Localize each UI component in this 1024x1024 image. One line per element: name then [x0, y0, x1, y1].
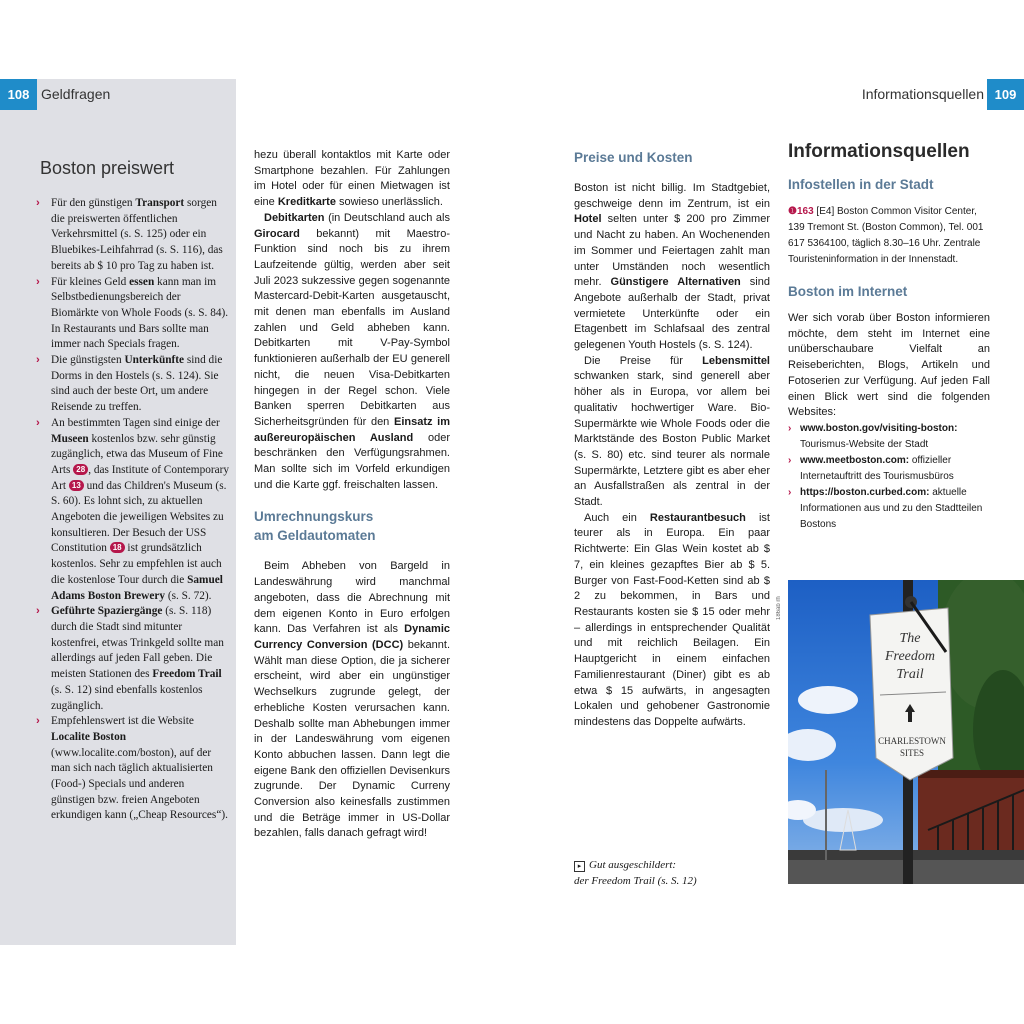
sidebar-title: Boston preiswert [40, 158, 175, 178]
sign-text: CHARLESTOWN [878, 736, 946, 746]
section-heading: Preise und Kosten [574, 150, 693, 165]
paragraph: hezu überall kontaktlos mit Karte oder Smartphone bezahlen. Für Zahlungen im Hotel oder für einen Mietwagen ist eine Kreditkarte sowieso unerlässlich. [254, 149, 450, 209]
list-item: › www.boston.gov/visiting-boston: Tourismus-Website der Stadt [788, 422, 958, 450]
page-title: Informationsquellen [788, 141, 970, 162]
paragraph: Wer sich vorab über Boston informieren möchte, dem steht im Internet eine unüberschaubare Vielfalt an Reiseberichten, Blogs, Artikeln und Fotoserien zur Verfügung. Auf jeden Fall einen Blick wert sind die folgenden Websites: [788, 312, 990, 419]
column-2 [254, 148, 450, 842]
freedom-trail-photo [788, 580, 1024, 884]
photo-credit: 186ab rh [776, 596, 782, 620]
section-heading: Boston im Internet [788, 284, 908, 299]
bullet-arrow-icon: › [36, 197, 40, 209]
bullet-arrow-icon: › [36, 416, 40, 429]
photo-illustration [788, 580, 1024, 884]
map-marker-badge: 13 [69, 480, 84, 491]
info-icon: ❶ [788, 206, 797, 217]
list-item: › Für den günstigen Transport sorgen die preiswerten öffentlichen Verkehrsmittel (s. S. 125) oder ein Bluebikes-Leihfahrrad (s. S. 116), das bereits ab $ 10 pro Tag zu haben ist. [36, 197, 223, 272]
caption-arrow-icon: ▸ [574, 861, 585, 872]
map-marker-badge: 18 [110, 542, 125, 553]
bullet-arrow-icon: › [788, 486, 792, 498]
bullet-arrow-icon: › [36, 354, 40, 367]
map-marker-badge: 28 [73, 464, 88, 475]
list-item: › Empfehlenswert ist die Website Localite Boston (www.localite.com/boston), auf der man sich nach täglich aktualisierten (Food-) Specials und anderen günstigen bzw. freien Angeboten erkundigen kann („Cheap Resources“). [36, 715, 228, 822]
sign-text: Trail [896, 667, 924, 682]
sign-text: The [899, 631, 921, 646]
paragraph: Beim Abheben von Bargeld in Landeswährung wird manchmal angeboten, dass die Abrechnung mit dem eigenen Konto in Euro erfolgen kann. Das Verfahren ist als Dynamic Currency Conversion (DCC) bekannt. Wählt man diese Option, die ja sicherer erscheint, wird aber ein ungünstiger Wechselkurs zugrunde gelegt, der erhebliche Kosten verursachen kann. Deshalb sollte man Abhebungen immer in der Landeswährung vom eigenen Konto abbuchen lassen. Dann legt die eigene Bank den offiziellen Devisenkurs zugrunde. Der Dynamic Curreny Conversion also keinesfalls zustimmen und die Beträge immer in US-Dollar bezahlen, falls danach gefragt wird! [254, 560, 450, 840]
bullet-arrow-icon: › [36, 605, 40, 618]
link[interactable]: www.boston.gov/visiting-boston: [800, 422, 958, 434]
running-head-left: Geldfragen [41, 86, 111, 102]
bullet-arrow-icon: › [788, 422, 792, 434]
list-item: › An bestimmten Tagen sind einige der Museen kostenlos bzw. sehr günstig zugänglich, etwa das Museum of Fine Arts 28 , das Institute of Contemporary Art 13 und das Children's Museum (s. S. 60). Es lohnt sich, zu aktuellen Angeboten die jeweiligen Websites zu konsultieren. Der Besuch der USS Constitution 18 ist grundsätzlich kostenlos. Sehr zu empfehlen ist auch die kostenlose Tour durch die Samuel Adams Boston Brewery (s. S. 72). [36, 416, 230, 602]
link[interactable]: https://boston.curbed.com: [800, 486, 930, 498]
list-item: › www.meetboston.com: offizieller Internetauftritt des Tourismusbüros [788, 454, 954, 482]
paragraph: Die Preise für Lebensmittel schwanken stark, sind generell aber höher als in Europa, vor allem bei qualitativ hochwertiger Ware. Bio-Supermärkte wie Whole Foods oder die Marktstände des Boston Public Market (s. S. 80) etc. sind teurer als normale Supermärkte, Letztere gibt es aber eher an Ausfallstraßen als zentral in der Stadt. [574, 354, 770, 509]
column-4 [788, 141, 990, 533]
list-item: › Geführte Spaziergänge (s. S. 118) durch die Stadt sind mitunter kostenfrei, etwas Trinkgeld sollte man allerdings auf jeden Fall geben. Die meisten Stationen des Freedom Trail (s. S. 12) sind ebenfalls kostenlos zugänglich. [36, 605, 224, 712]
bullet-arrow-icon: › [36, 275, 40, 288]
paragraph: Auch ein Restaurantbesuch ist teurer als in Europa. Ein paar Richtwerte: Ein Glas Wein kostet ab $ 7, ein kleines gezapftes Bier ab $ 5. Burger von Fast-Food-Ketten sind ab $ 2 zu bekommen, in Bars und Restaurants kosten sie $ 15 oder mehr – allerdings in entsprechender Qualität und mit reichlich Beilagen. Ein Hauptgericht in einem einfachen Familienrestaurant (Diner) gibt es ab etwa $ 15 aufwärts, in angesagten Lokalen und gehobener Gastronomie mindestens das Doppelte aufwärts. [574, 511, 770, 728]
list-item: › Für kleines Geld essen kann man im Selbstbedienungsbereich der Biomärkte von Whole Foods (s. S. 84). In Restaurants und Bars sollte man immer nach Specials fragen. [36, 275, 229, 351]
section-heading: Umrechnungskurs am Geldautomaten [254, 509, 376, 544]
link[interactable]: www.meetboston.com: [800, 454, 910, 466]
photo-caption: ▸ Gut ausgeschildert: der Freedom Trail (s. S. 12) [574, 859, 697, 887]
bullet-arrow-icon: › [788, 454, 792, 466]
list-item: › https://boston.curbed.com: aktuelle Informationen aus und zu den Stadtteilen Bostons [788, 486, 983, 530]
list-item: › Die günstigsten Unterkünfte sind die Dorms in den Hostels (s. S. 124). Sie sind auch der beste Ort, um andere Reisende zu treffen. [36, 354, 223, 414]
sidebar-list [36, 196, 230, 824]
info-entry: ❶163 [E4] Boston Common Visitor Center, 139 Tremont St. (Boston Common), Tel. 001 617 5364100, täglich 8.30–16 Uhr. Zentrale Touristeninformation in der Innenstadt. [788, 206, 984, 265]
sign-text: Freedom [884, 649, 936, 664]
page-number-right: 109 [987, 79, 1024, 110]
sign-text: SITES [899, 748, 925, 758]
bullet-arrow-icon: › [36, 715, 40, 728]
section-heading: Infostellen in der Stadt [788, 177, 934, 192]
running-head-right: Informationsquellen [861, 86, 984, 102]
paragraph: Debitkarten (in Deutschland auch als Girocard bekannt) mit Maestro-Funktion sind noch bis zu ihrem Laufzeitende gültig, werden aber seit Juli 2023 sukzessive gegen sogenannte Mastercard-Debit-Karten ausgetauscht, mit denen man ebenfalls im Ausland zahlen und Geld abheben kann. Debitkarten mit V-Pay-Symbol funktionieren außerhalb der EU generell nicht, die neuen Visa-Debitkarten hingegen in der Regel schon. Viele Banken sperren Debitkarten aus Sicherheitsgründen für den Einsatz im außereuropäischen Ausland oder beschränken den Verfügungsrahmen. Man sollte sich im Vorfeld erkundigen und die Karte ggf. freischalten lassen. [254, 211, 450, 491]
page-number-left: 108 [0, 79, 37, 110]
paragraph: Boston ist nicht billig. Im Stadtgebiet, geschweige denn im Zentrum, ist ein Hotel selten unter $ 200 pro Zimmer und Nacht zu haben. An Wochenenden im Sommer und Feiertagen zahlt man unter Umständen noch wesentlich mehr. Günstigere Alternativen sind Angebote außerhalb der Stadt, privat vermietete Unterkünfte oder ein Etagenbett im Schlafsaal des zentral gelegenen Youth Hostels (s. S. 124). [574, 182, 770, 352]
column-3 [574, 148, 770, 731]
